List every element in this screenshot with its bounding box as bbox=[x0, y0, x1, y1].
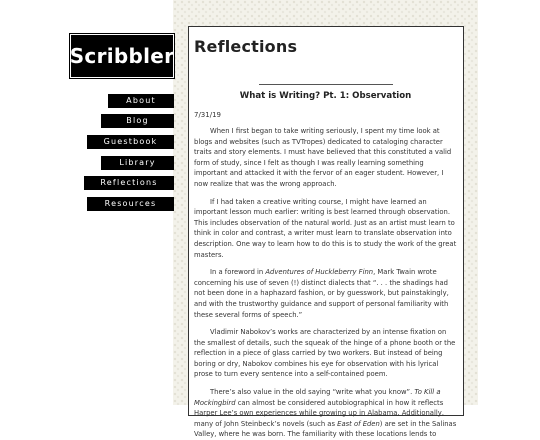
paragraph-text: There’s also value in the old saying “write what you know”. bbox=[210, 388, 415, 397]
post-paragraph-1: When I first began to take writing seriously, I spent my time look at blogs and websites (such as TVTropes) dedicated to cataloging character traits and story elements. I must have believed that this constituted a valid form of study, since I felt as though I was really learning something important and attacked it with the fervor of an eager student. However, I now realize that was the wrong approach. bbox=[194, 127, 452, 188]
post-date: 7/31/19 bbox=[194, 111, 221, 119]
book-title-east-of-eden: East of Eden bbox=[337, 419, 380, 428]
nav-resources[interactable]: Resources bbox=[87, 197, 174, 211]
paragraph-text: can almost be considered autobiographical in how it reflects Harper Lee’s own experiences while growing up in Alabama. Additionally, many of John Steinbeck’s novels (such as bbox=[194, 398, 444, 428]
paragraph-text: In a foreword in bbox=[210, 268, 266, 277]
post-paragraph-4: Vladimir Nabokov’s works are characterized by an intense fixation on the smallest of details, such the squeak of the hinge of a phone booth or the reflection in a piece of glass carried by two workers. But instead of being boring or dry, Nabokov combines his eye for observation with his lyrical prose to turn every sentence into a self-contained poem. bbox=[194, 328, 456, 379]
content-panel bbox=[188, 26, 464, 439]
post-paragraph-3 bbox=[194, 267, 457, 320]
post-paragraph-5 bbox=[194, 387, 457, 440]
page-title: Reflections bbox=[194, 37, 298, 56]
paragraph-text: , Mark Twain wrote concerning his use of seven (!) distinct dialects that “. . . the shadings had not been done in a haphazard fashion, or by guesswork, but painstakingly, and with the trustworthy guidance and support of personal familiarity with these several forms of speech.” bbox=[194, 268, 449, 319]
nav-reflections[interactable]: Reflections bbox=[84, 176, 174, 190]
site-logo[interactable]: Scribbler bbox=[70, 34, 174, 78]
paragraph-text: ) are set in the Salinas Valley, where he was born. The familiarity with these locations lends to bbox=[194, 419, 457, 439]
post-title: What is Writing? Pt. 1: Observation bbox=[239, 91, 412, 101]
book-title-mockingbird: To Kill a Mockingbird bbox=[194, 388, 441, 407]
nav-blog[interactable]: Blog bbox=[101, 114, 174, 128]
nav-library[interactable]: Library bbox=[101, 156, 174, 170]
nav-guestbook[interactable]: Guestbook bbox=[87, 135, 174, 149]
title-divider bbox=[259, 84, 393, 85]
book-title-huck-finn: Adventures of Huckleberry Finn bbox=[265, 268, 374, 277]
nav-about[interactable]: About bbox=[108, 94, 174, 108]
post-paragraph-2: If I had taken a creative writing course, I might have learned an important lesson much earlier: writing is best learned through observation. This includes observation of the natural world. Just as an artist must learn to think in color and contrast, a writer must learn to translate observation into description. One way to learn how to do this is to study the work of the great masters. bbox=[194, 197, 457, 259]
